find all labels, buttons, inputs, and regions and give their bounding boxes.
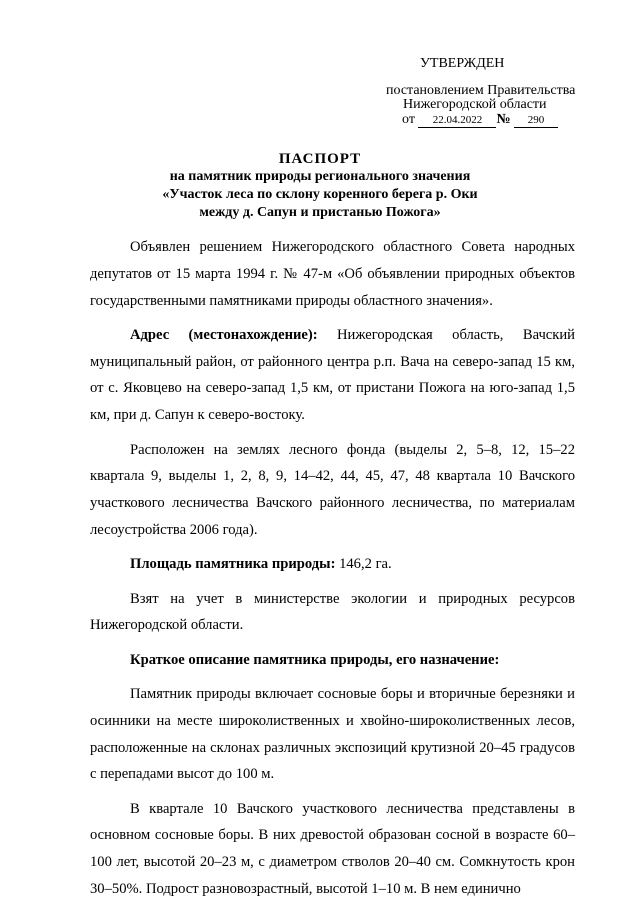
paragraph-description: Памятник природы включает сосновые боры и вторичные березняки и осинники на месте широколиственных и хвойно-широколиственных лесов, расположенные на склонах различных экспозиций крутизной 20–45 градусов с перепадами высот до 100 м. [90, 685, 575, 783]
area-text: 146,2 га. [335, 556, 392, 573]
approval-line-2: Нижегородской области [403, 97, 547, 112]
decree-date: 22.04.2022 [418, 114, 496, 128]
address-label: Адрес (местонахождение): [130, 326, 318, 343]
paragraph-declaration: Объявлен решением Нижегородского областного Совета народных депутатов от 15 марта 1994 г. № 47-м «Об объявлении природных объектов государственными памятниками природы областного значения». [90, 239, 575, 309]
approved-heading: УТВЕРЖДЕН [420, 56, 505, 71]
paragraph-area [90, 551, 575, 578]
document-body [90, 234, 575, 910]
title-line-1: на памятник природы регионального значения [169, 169, 471, 184]
description-label: Краткое описание памятника природы, его назначение: [130, 651, 500, 668]
paragraph-description-heading [90, 647, 575, 674]
address-text: Нижегородская область, Вачский муниципальный район, от районного центра р.п. Вача на северо-запад 15 км, от с. Яковцево на северо-запад 1,5 км, от пристани Пожога на юго-запад 1,5 км, при д. Сапун к северо-востоку. [90, 326, 575, 424]
decree-date-line [402, 112, 558, 128]
title-line-3: между д. Сапун и пристанью Пожога» [199, 205, 441, 220]
paragraph-location: Расположен на землях лесного фонда (выделы 2, 5–8, 12, 15–22 квартала 9, выделы 1, 2, 8, 9, 14–42, 44, 45, 47, 48 квартала 10 Вачского участкового лесничества Вачского районного лесничества, по материалам лесоустройства 2006 года). [90, 441, 575, 538]
title-line-2: «Участок леса по склону коренного берега р. Оки [162, 187, 478, 202]
approval-line-1: постановлением Правительства [386, 83, 576, 98]
paragraph-address [90, 322, 575, 429]
date-prefix: от [402, 112, 415, 127]
passport-title [60, 150, 580, 222]
number-prefix: № [496, 112, 511, 127]
decree-number: 290 [514, 114, 558, 128]
title-main: ПАСПОРТ [278, 151, 362, 167]
paragraph-quarter-10: В квартале 10 Вачского участкового лесничества представлены в основном сосновые боры. В них древостой образован сосной в возрасте 60–100 лет, высотой 20–23 м, с диаметром стволов 20–40 см. Сомкнутость крон 30–50%. Подрост разновозрастный, высотой 1–10 м. В нем единично [90, 800, 575, 898]
paragraph-registration: Взят на учет в министерстве экологии и природных ресурсов Нижегородской области. [90, 590, 575, 634]
area-label: Площадь памятника природы: [130, 556, 336, 573]
